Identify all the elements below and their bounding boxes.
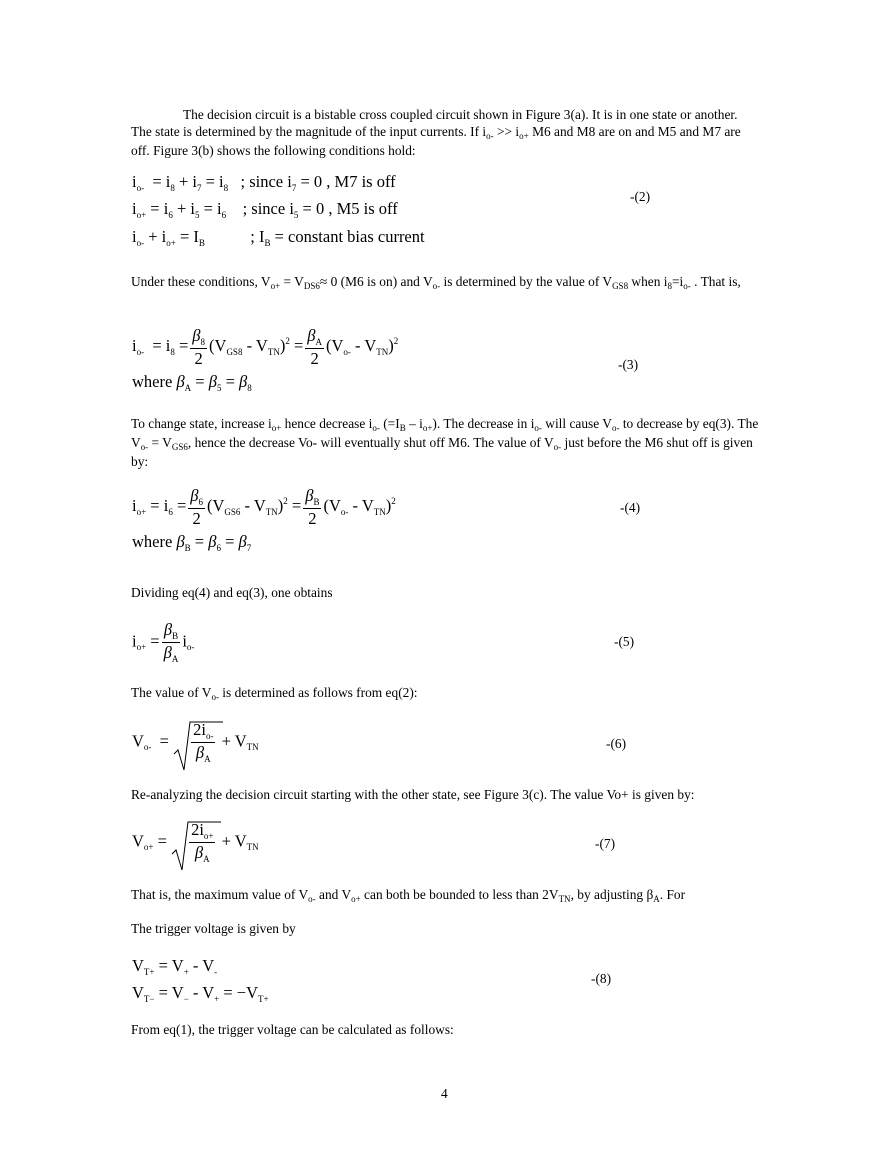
- paragraph-change-state: To change state, increase $i_{o+}$ hence decrease $i_{o-}$ $(=I_B - i_{o+})$. The decrease in $i_{o-}$ will cause $V_{o-}$ to decrease by eq(3). The $V_{o-} = V_{GS6}$, hence the decrease Vo- will eventually shut off M6. The value of $V_{o-}$ just before the M6 shut off is given by:: [131, 416, 759, 469]
- paragraph-maximum-value: That is, the maximum value of $V_{o-}$ and $V_{o+}$ can both be bounded to less than $2V_{TN}$, by adjusting $\beta_A$. For: [131, 887, 686, 904]
- paragraph-reanalyzing: Re-analyzing the decision circuit starting with the other state, see Figure 3(c). The value Vo+ is given by:: [131, 787, 695, 802]
- paragraph-value-vo-minus: The value of $V_{o-}$ is determined as follows from eq(2):: [131, 685, 418, 702]
- equation-7-number: -(7): [595, 836, 616, 851]
- equation-6-number: -(6): [606, 736, 627, 751]
- equation-4-number: -(4): [620, 500, 641, 515]
- equation-5-number: -(5): [614, 634, 635, 649]
- page-number: 4: [441, 1086, 448, 1101]
- paragraph-decision-circuit: The decision circuit is a bistable cross coupled circuit shown in Figure 3(a). It is in one state or another. The state is determined by the magnitude of the input currents. If $i_{o-} >> i_{o+}$ M6 and M8 are on and M5 and M7 are off. Figure 3(b) shows the following conditions hold:: [131, 107, 741, 158]
- equation-8-number: -(8): [591, 971, 612, 986]
- paragraph-trigger-voltage: The trigger voltage is given by: [131, 921, 296, 936]
- paragraph-dividing: Dividing eq(4) and eq(3), one obtains: [131, 585, 333, 600]
- paragraph-conditions: Under these conditions, $V_{o+} = V_{DS6}\approx 0$ (M6 is on) and $V_{o-}$ is determined by the value of $V_{GS8}$ when $i_8=i_{o-}$ . That is,: [131, 274, 741, 291]
- equation-3-number: -(3): [618, 357, 639, 372]
- equation-2-number: -(2): [630, 189, 651, 204]
- paragraph-from-eq1: From eq(1), the trigger voltage can be calculated as follows:: [131, 1022, 454, 1037]
